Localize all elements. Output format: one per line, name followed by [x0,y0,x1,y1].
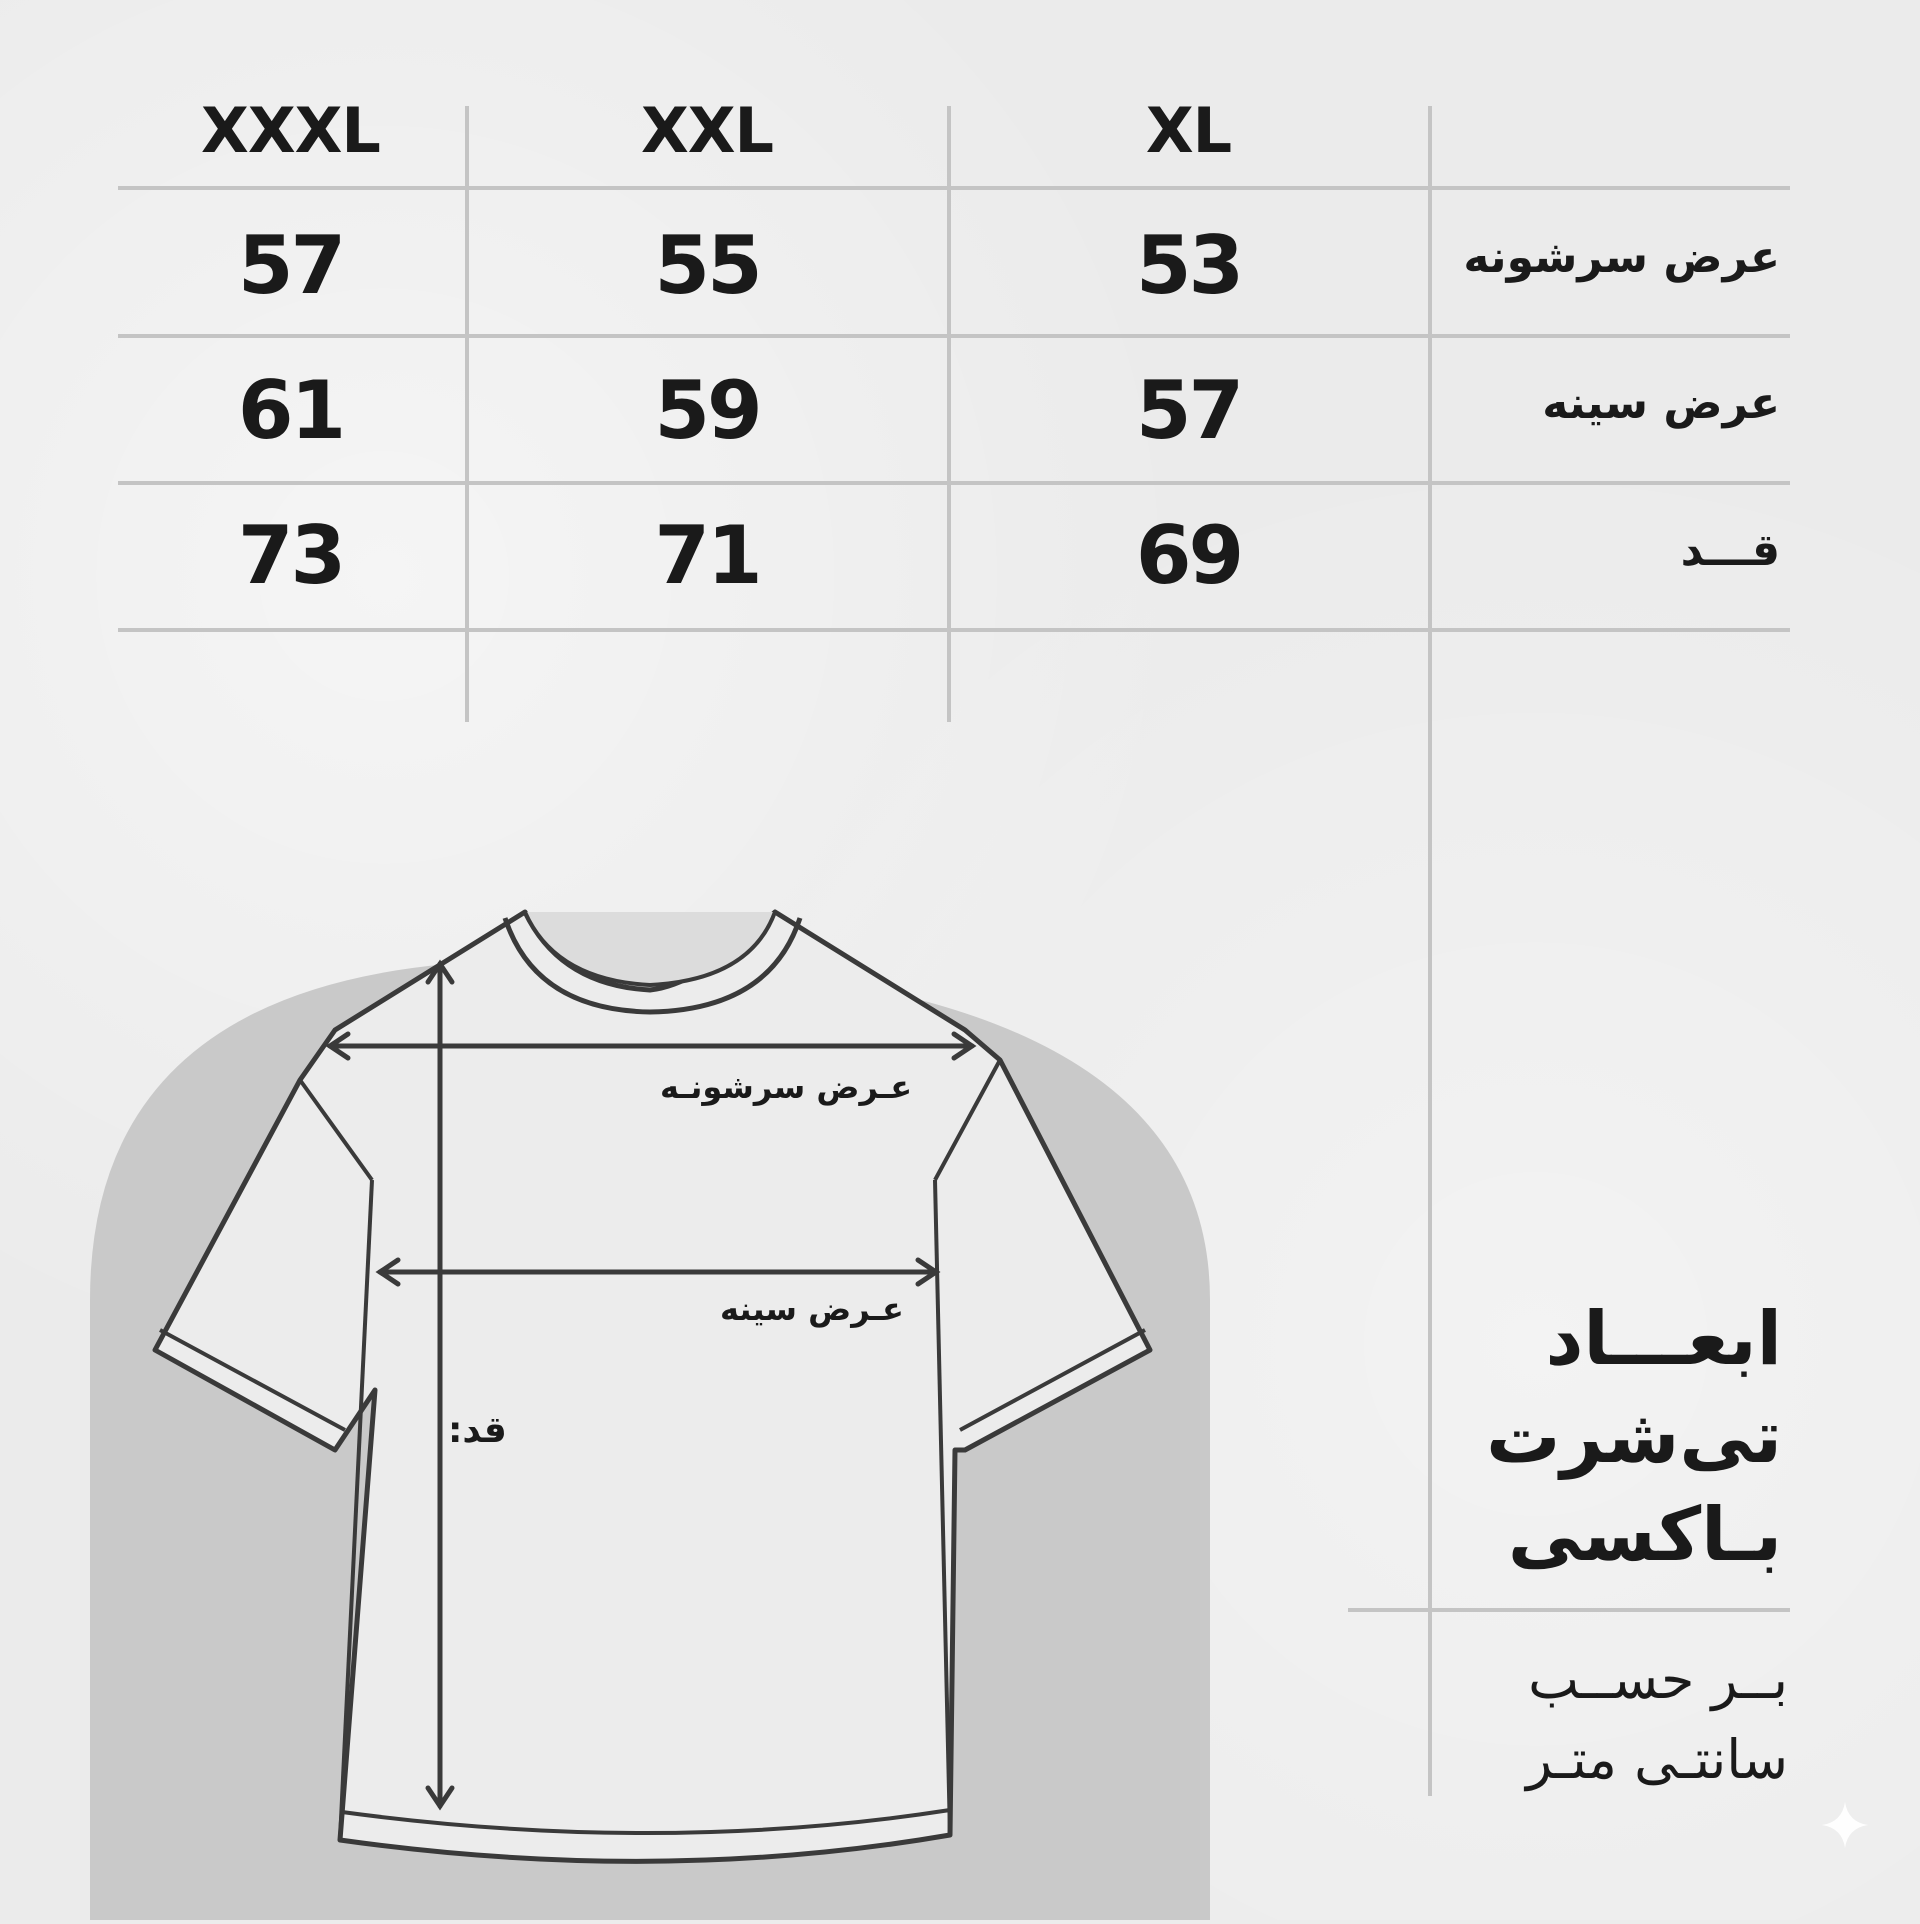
units-note [1526,1640,1788,1800]
shoulder-label: عـرض سرشونـه [660,1068,913,1106]
cell-shoulder-xl: 53 [1135,218,1242,312]
units-line: بــر حســب [1528,1648,1788,1711]
row-label-shoulder: عرض سرشونه [1463,232,1780,283]
size-header-xxxl: XXXL [201,93,380,167]
cell-chest-xxl: 59 [654,363,760,457]
cell-chest-xl: 57 [1135,363,1242,457]
cell-length-xxxl: 73 [237,508,344,602]
title-line: ابعـــاد [1545,1296,1782,1382]
page-title [1486,1290,1782,1584]
cell-length-xxl: 71 [654,508,760,602]
row-label-length: قـــد [1680,525,1780,576]
size-header-xl: XL [1145,93,1232,167]
title-line: بـاکسی [1507,1492,1782,1578]
row-label-chest: عرض سینه [1542,378,1780,429]
units-line: سانتـی متـر [1526,1728,1788,1791]
cell-chest-xxxl: 61 [237,363,344,457]
sparkle-icon [1820,1800,1870,1850]
length-label: قد: [448,1410,507,1451]
size-header-xxl: XXL [640,93,774,167]
chest-label: عـرض سینه [720,1290,904,1328]
cell-length-xl: 69 [1135,508,1242,602]
cell-shoulder-xxl: 55 [654,218,760,312]
title-line: تی‌شرت [1486,1394,1782,1480]
cell-shoulder-xxxl: 57 [237,218,344,312]
